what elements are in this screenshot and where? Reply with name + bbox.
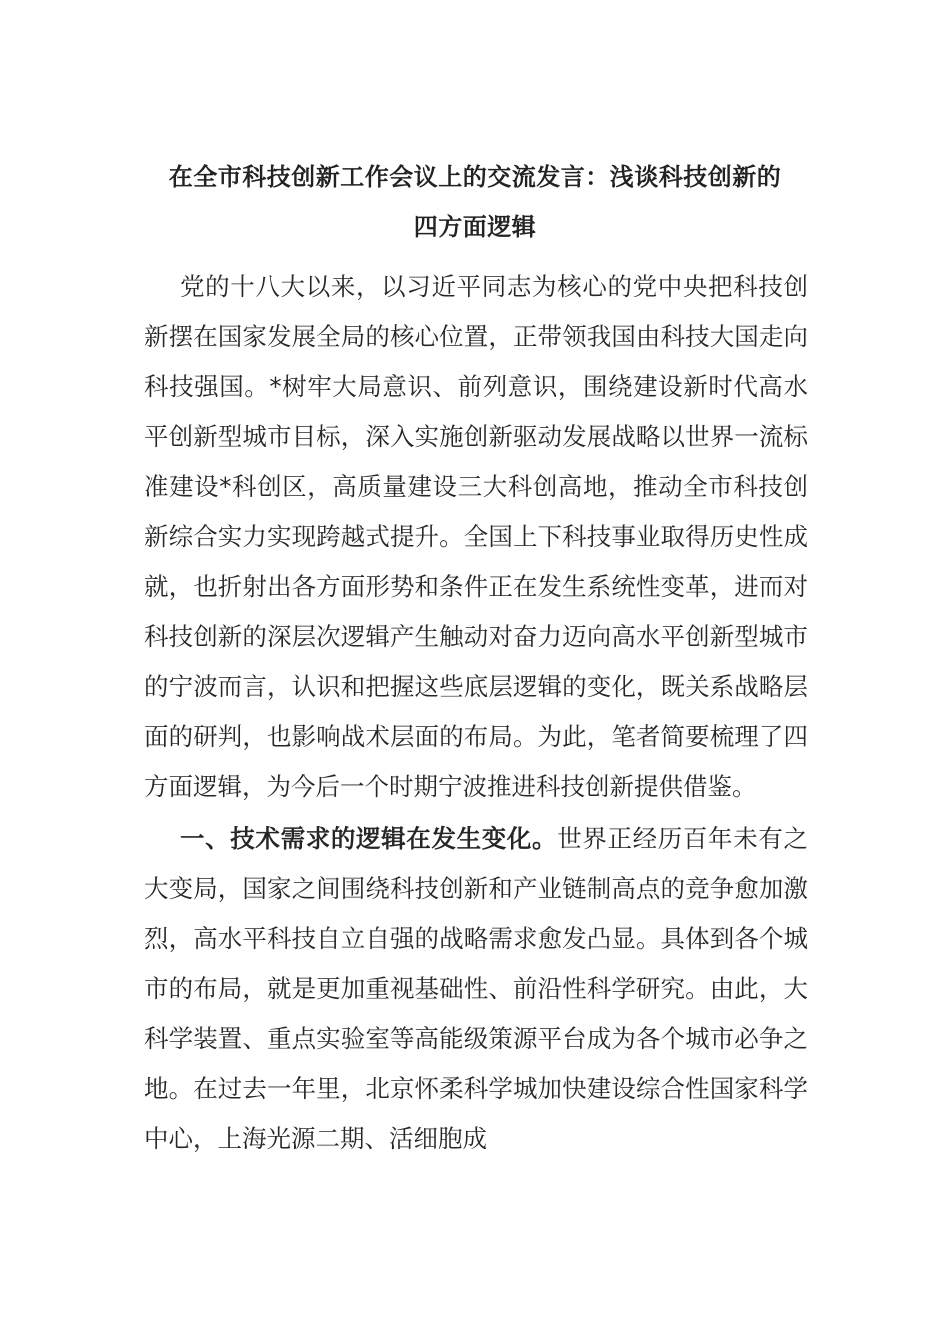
- section-heading: 一、技术需求的逻辑在发生变化。: [180, 824, 558, 853]
- document-title: [140, 152, 810, 252]
- section-text: 世界正经历百年未有之大变局，国家之间围绕科技创新和产业链制高点的竞争愈加激烈，高水平科技自立自强的战略需求愈发凸显。具体到各个城市的布局，就是更加重视基础性、前沿性科学研究。由此，大科学装置、重点实验室等高能级策源平台成为各个城市必争之地。在过去一年里，北京怀柔科学城加快建设综合性国家科学中心，上海光源二期、活细胞成: [144, 824, 808, 1153]
- title-line-2: 四方面逻辑: [413, 212, 537, 241]
- paragraph-section-1: [144, 814, 808, 1164]
- document-body: [144, 262, 808, 1164]
- paragraph-intro: 党的十八大以来，以习近平同志为核心的党中央把科技创新摆在国家发展全局的核心位置，正带领我国由科技大国走向科技强国。*树牢大局意识、前列意识，围绕建设新时代高水平创新型城市目标，深入实施创新驱动发展战略以世界一流标准建设*科创区，高质量建设三大科创高地，推动全市科技创新综合实力实现跨越式提升。全国上下科技事业取得历史性成就，也折射出各方面形势和条件正在发生系统性变革，进而对科技创新的深层次逻辑产生触动对奋力迈向高水平创新型城市的宁波而言，认识和把握这些底层逻辑的变化，既关系战略层面的研判，也影响战术层面的布局。为此，笔者简要梳理了四方面逻辑，为今后一个时期宁波推进科技创新提供借鉴。: [144, 272, 808, 801]
- title-line-1: 在全市科技创新工作会议上的交流发言：浅谈科技创新的: [168, 162, 782, 191]
